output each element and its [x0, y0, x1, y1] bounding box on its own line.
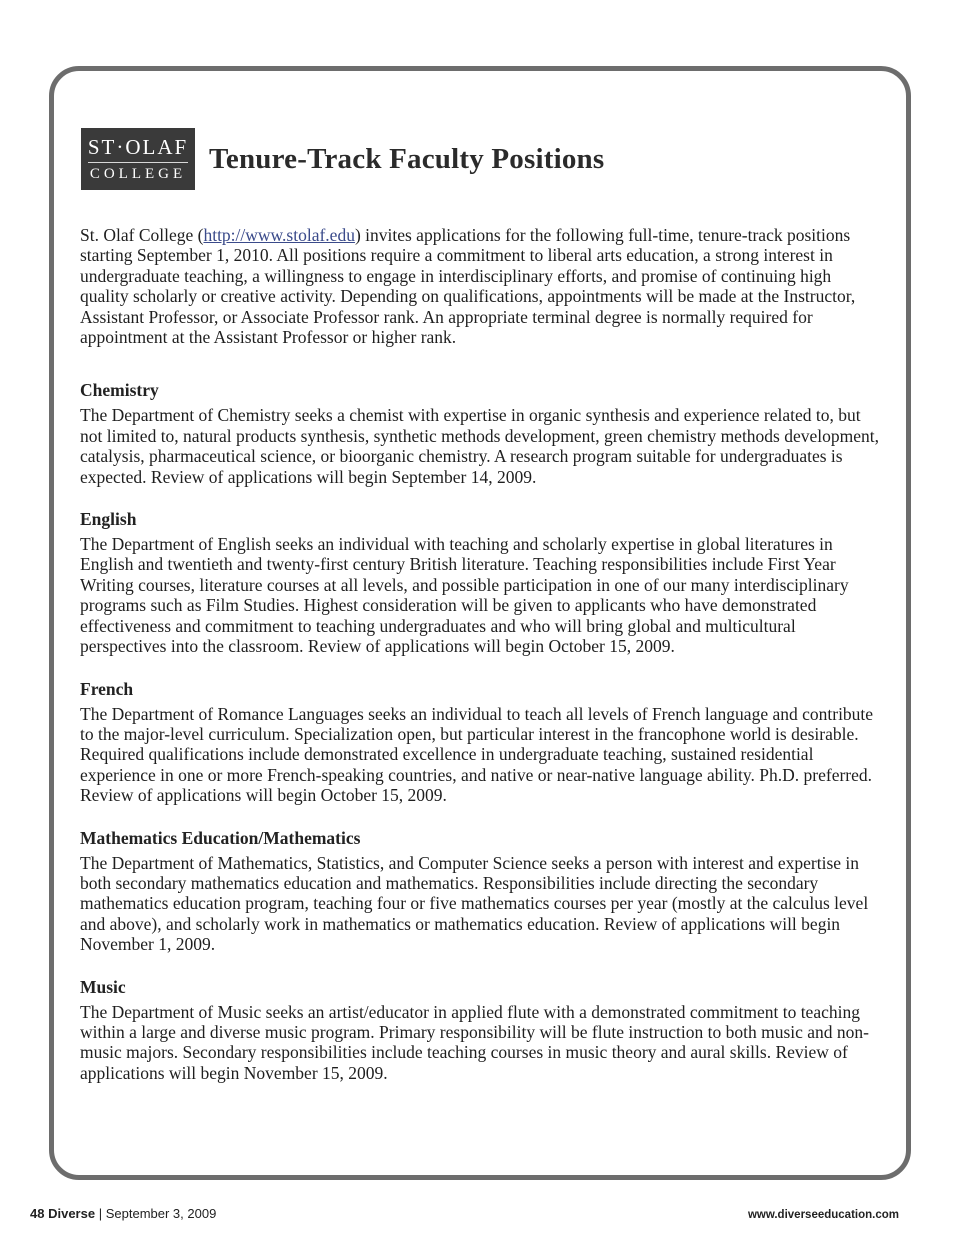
logo-line-2: COLLEGE	[89, 166, 187, 182]
logo-divider	[88, 162, 188, 163]
ad-header	[81, 128, 604, 190]
footer-separator: |	[98, 1206, 103, 1221]
ad-content	[80, 225, 880, 1105]
section-music	[80, 977, 880, 1084]
section-body: The Department of Chemistry seeks a chemist with expertise in organic synthesis and experience related to, but not limited to, natural products synthesis, synthetic methods development, green chemistry methods development, catalysis, pharmaceutical science, or bioorganic chemistry. A research program suitable for undergraduates is expected. Review of applications will begin September 14, 2009.	[80, 405, 880, 487]
section-body: The Department of English seeks an individual with teaching and scholarly expertise in global literatures in English and twentieth and twenty-first century British literature. Teaching responsibilities include First Year Writing courses, literature courses at all levels, and possible participation in one of our many interdisciplinary programs such as Film Studies. Highest consideration will be given to applicants who have demonstrated effectiveness and commitment to teaching undergraduates and who will bring global and multicultural perspectives into the classroom. Review of applications will begin October 15, 2009.	[80, 534, 849, 657]
college-logo	[81, 128, 195, 190]
page-title: Tenure-Track Faculty Positions	[209, 142, 605, 175]
logo-line-1: ST·OLAF	[87, 135, 189, 159]
section-french	[80, 679, 880, 806]
issue-date: September 3, 2009	[105, 1206, 217, 1221]
section-heading: French	[80, 678, 134, 699]
footer-website[interactable]: www.diverseeducation.com	[747, 1209, 899, 1221]
section-mathematics	[80, 828, 880, 955]
page-number: 48	[30, 1206, 45, 1221]
section-chemistry	[80, 380, 880, 487]
college-website-link[interactable]: http://www.stolaf.edu	[203, 225, 355, 245]
section-heading: Mathematics Education/Mathematics	[80, 827, 361, 848]
magazine-name: Diverse	[48, 1206, 96, 1221]
section-body: The Department of Mathematics, Statistics, and Computer Science seeks a person with interest and expertise in both secondary mathematics education and mathematics. Responsibilities include directing the secondary mathematics education program, teaching four or five mathematics courses per year (mostly at the calculus level and above), and scholarly work in mathematics or mathematics education. Review of applications will begin November 1, 2009.	[80, 852, 869, 955]
intro-text-start: St. Olaf College (	[80, 225, 204, 245]
section-body: The Department of Romance Languages seeks an individual to teach all levels of French language and contribute to the major-level curriculum. Specialization open, but particular interest in the francophone world is desirable. Required qualifications include demonstrated excellence in undergraduate teaching, sustained residential experience in one or more French-speaking countries, and native or near-native language ability. Ph.D. preferred. Review of applications will begin October 15, 2009.	[80, 703, 874, 806]
section-heading: English	[80, 509, 137, 530]
intro-text-end: ) invites applications for the following full-time, tenure-track positions starting September 1, 2010. All positions require a commitment to liberal arts education, a strong interest in undergraduate teaching, a willingness to engage in interdisciplinary efforts, and promise of continuing high quality scholarly or creative activity. Depending on qualifications, appointments will be made at the Instructor, Assistant Professor, or Associate Professor rank. An appropriate terminal degree is normally required for appointment at the Assistant Professor or higher rank.	[80, 225, 856, 348]
intro-paragraph	[80, 225, 880, 347]
section-english	[80, 509, 880, 656]
section-body: The Department of Music seeks an artist/educator in applied flute with a demonstrated commitment to teaching within a large and diverse music program. Primary responsibility will be flute instruction to both music and non-music majors. Secondary responsibilities include teaching courses in music theory and aural skills. Review of applications will begin November 15, 2009.	[80, 1001, 869, 1083]
section-heading: Chemistry	[80, 380, 159, 401]
section-heading: Music	[80, 976, 126, 997]
footer-folio	[30, 1206, 216, 1221]
